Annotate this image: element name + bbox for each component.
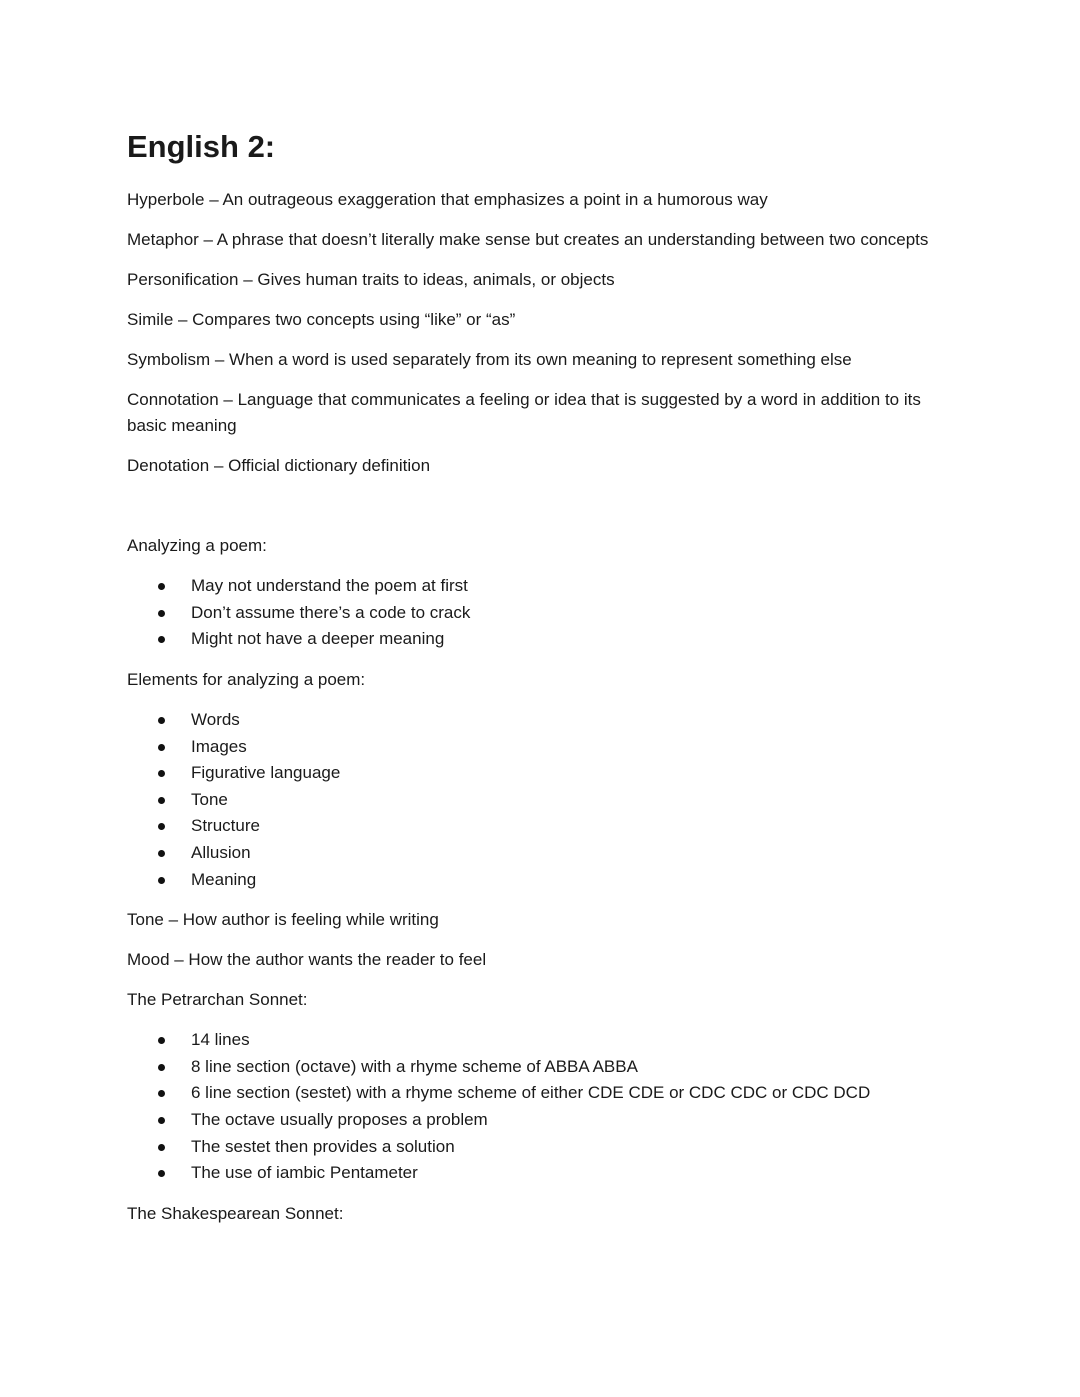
petrarchan-list — [127, 1027, 947, 1187]
definition-mood: Mood – How the author wants the reader to feel — [127, 950, 487, 970]
definition-tone: Tone – How author is feeling while writing — [127, 910, 439, 930]
list-item: Might not have a deeper meaning — [127, 626, 947, 653]
list-item: 8 line section (octave) with a rhyme scheme of ABBA ABBA — [127, 1054, 947, 1081]
list-item: Allusion — [127, 840, 947, 867]
list-item: Words — [127, 707, 947, 734]
list-item: The use of iambic Pentameter — [127, 1160, 947, 1187]
definition-connotation: Connotation – Language that communicates a feeling or idea that is suggested by a word in addition to its basic meaning — [127, 390, 921, 436]
list-item: Structure — [127, 813, 947, 840]
list-item: Figurative language — [127, 760, 947, 787]
definition-symbolism: Symbolism – When a word is used separately from its own meaning to represent something else — [127, 350, 852, 370]
list-item: Tone — [127, 787, 947, 814]
list-item: May not understand the poem at first — [127, 573, 947, 600]
list-item: 14 lines — [127, 1027, 947, 1054]
shakespearean-heading: The Shakespearean Sonnet: — [127, 1203, 344, 1223]
page-title: English 2: — [127, 129, 276, 164]
list-item: 6 line section (sestet) with a rhyme scheme of either CDE CDE or CDC CDC or CDC DCD — [127, 1080, 947, 1107]
definition-hyperbole: Hyperbole – An outrageous exaggeration that emphasizes a point in a humorous way — [127, 190, 768, 210]
list-item: The octave usually proposes a problem — [127, 1107, 947, 1134]
list-item: Meaning — [127, 867, 947, 894]
document-page — [127, 128, 947, 1241]
petrarchan-heading: The Petrarchan Sonnet: — [127, 990, 308, 1010]
elements-heading: Elements for analyzing a poem: — [127, 669, 366, 689]
analyzing-heading: Analyzing a poem: — [127, 536, 267, 556]
elements-list — [127, 707, 947, 893]
definition-simile: Simile – Compares two concepts using “like” or “as” — [127, 310, 516, 330]
list-item: Don’t assume there’s a code to crack — [127, 600, 947, 627]
list-item: Images — [127, 734, 947, 761]
list-item: The sestet then provides a solution — [127, 1134, 947, 1161]
definition-personification: Personification – Gives human traits to ideas, animals, or objects — [127, 270, 615, 290]
analyzing-list — [127, 573, 947, 653]
definition-metaphor: Metaphor – A phrase that doesn’t literally make sense but creates an understanding between two concepts — [127, 230, 929, 250]
definition-denotation: Denotation – Official dictionary definition — [127, 456, 431, 476]
